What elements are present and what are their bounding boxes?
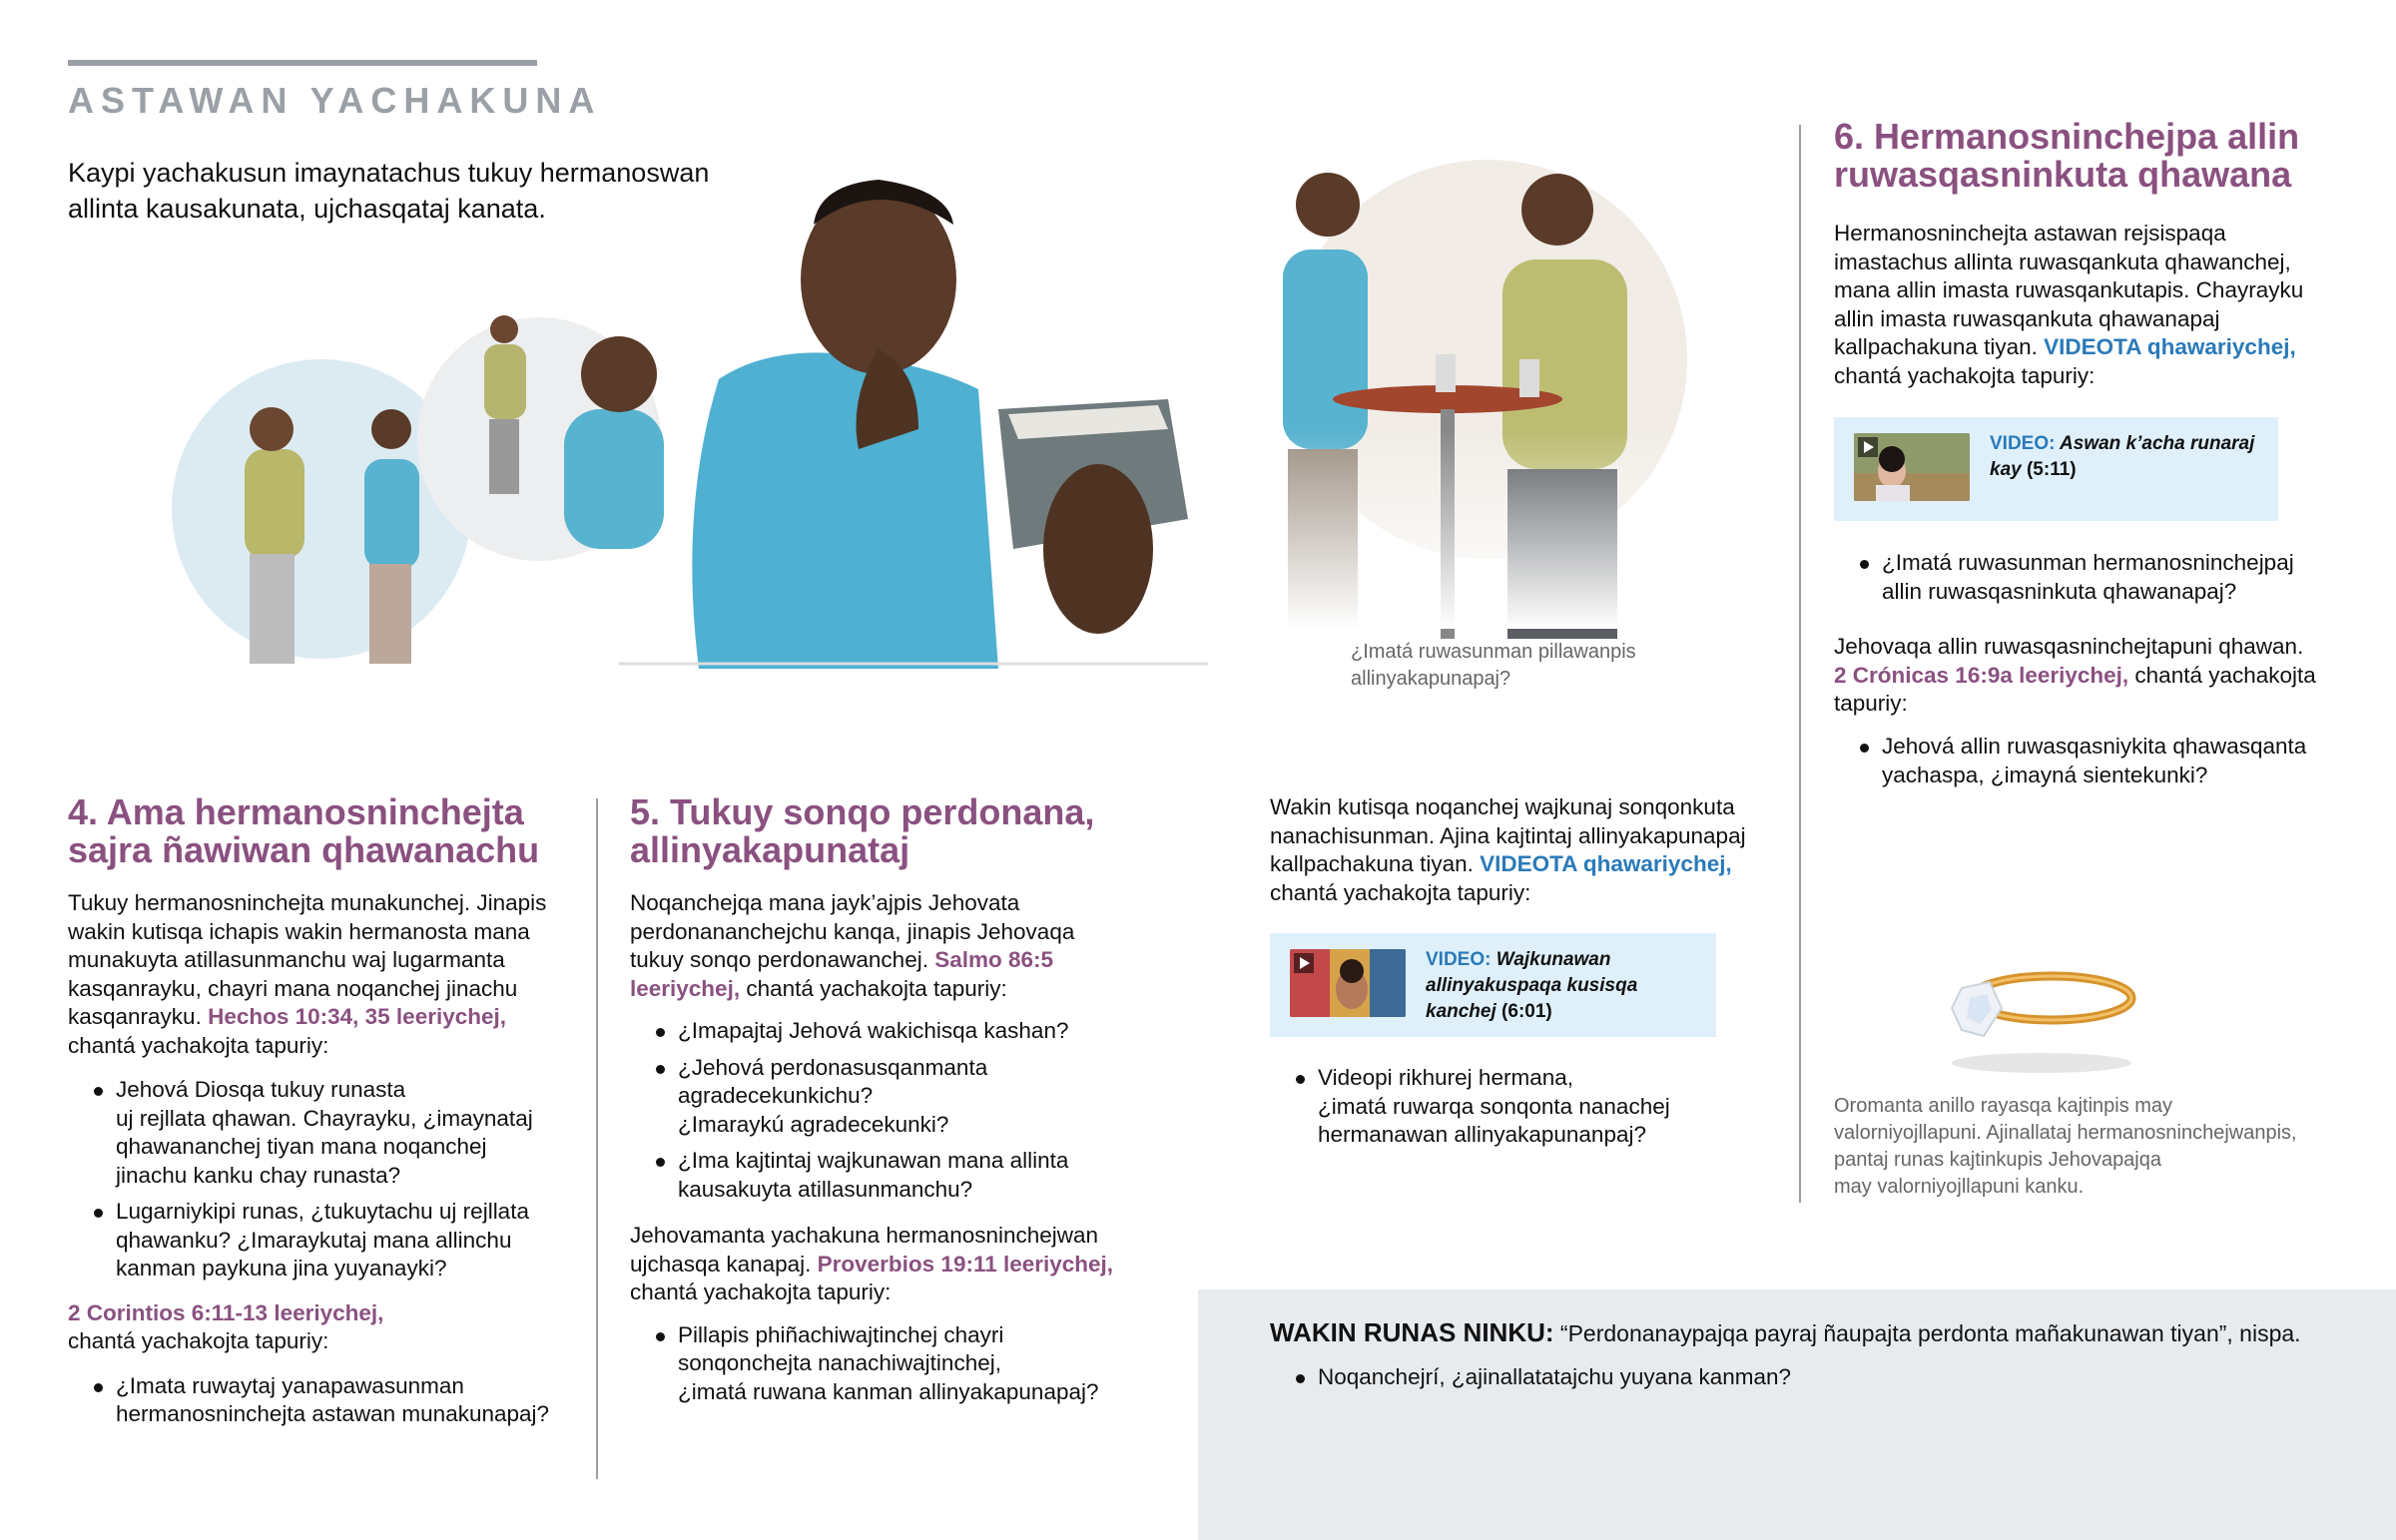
list-item: Pillapis phiñachiwajtinchej chayri sonqonchejta nanachiwajtinchej, ¿imatá ruwana kanman allinyakapunapaj? [630,1321,1189,1407]
list-item: Jehová allin ruwasqasniykita qhawasqanta yachaspa, ¿imayná sientekunki? [1834,733,2373,789]
section-5-questions [630,1017,1189,1204]
section-4-paragraph: Tukuy hermanosninchejta munakunchej. Jinapis wakin kutisqa ichapis wakin hermanosta mana munakuyta atillasunmanchu waj lugarmanta kasqanrayku, chayri mana noqanchej jinachu kasqanrayku. Hechos 10:34, 35 leeriychej, chantá yachakojta tapuriy: [68,890,547,1058]
quote-questions [1270,1363,2168,1400]
header-rule [68,60,537,66]
video-thumbnail[interactable] [1854,433,1970,501]
list-item: ¿Imapajtaj Jehová wakichisqa kashan? [630,1017,1189,1046]
section-5-continued [1270,793,1789,907]
video-link[interactable]: VIDEOTA qhawariychej, [1480,851,1732,876]
section-5-title: 5. Tukuy sonqo perdonana, allinyakapunataj [630,791,1095,870]
scripture-link-cronicas[interactable]: 2 Crónicas 16:9a leeriychej, [1834,662,2129,688]
illustration-lesson [160,130,1757,689]
section-4-questions-2 [68,1372,587,1429]
column-divider [596,798,598,1479]
section-4-title: 4. Ama hermanosninchejta sajra ñawiwan qhawanachu [68,791,540,870]
ring-caption: Oromanta anillo rayasqa kajtinpis may valorniyojllapuni. Ajinallataj hermanosninchejwanpis, pantaj runas kajtinkupis Jehovapajqa may valorniyojllapuni kanku. [1834,1095,2297,1198]
section-5 [630,793,1189,1414]
section-4: 4. Ama hermanosninchejta sajra ñawiwan qhawanachu Tukuy hermanosninchejta munakunchej. Jinapis wakin kutisqa ichapis wakin hermanosta mana munakuyta atillasunmanchu waj lugarmanta kasqanrayku, chayri mana noqanchej jinachu kasqanrayku. Hechos 10:34, 35 leeriychej, chantá yachakojta tapuriy: Jehová Diosqa tukuy runasta uj rejllata qhawan. Chayrayku, ¿imaynataj qhawananchej tiyan mana noqanchej jinachu kanku chay runasta? Lugarniykipi runas, ¿tukuytachu uj rejllata qhawanku? ¿Imaraykutaj mana allinchu kanman paykuna jina yuyanayki? 2 Corintios 6:11-13 leeriychej, chantá yachakojta tapuriy: ¿Imata ruwaytaj yanapawasunman hermanosninchejta astawan munakunapaj? [68,793,587,1437]
quote-text: “Perdonanaypajqa payraj ñaupajta perdonta mañakunawan tiyan”, nispa. [1553,1320,2301,1346]
list-item: ¿Imatá ruwasunman hermanosninchejpaj allin ruwasqasninkuta qhawanapaj? [1834,549,2373,606]
list-item: ¿Ima kajtintaj wajkunawan mana allinta kausakuyta atillasunmanchu? [630,1147,1189,1204]
list-item: Videopi rikhurej hermana, ¿imatá ruwarqa sonqonta nanachej hermanawan allinyakapunanpaj? [1270,1064,1769,1150]
section-6-questions-2 [1834,733,2373,797]
scripture-link-proverbios[interactable]: Proverbios 19:11 leeriychej, [817,1251,1114,1277]
section-5-paragraph-2: Jehovamanta yachakuna hermanosninchejwan ujchasqa kanapaj. Proverbios 19:11 leeriychej, chantá yachakojta tapuriy: [630,1223,1114,1304]
scripture-link-salmo[interactable]: Salmo 86:5 [934,947,1054,972]
intro-text: Kaypi yachakusun imaynatachus tukuy hermanoswan allinta kausakunata, ujchasqataj kanata. [68,158,710,224]
list-item: ¿Jehová perdonasusqanmanta agradecekunkichu? ¿Imaraykú agradecekunki? [630,1054,1189,1140]
video-title: VIDEO: Aswan k’acha runaraj kay (5:11) [1990,433,2255,480]
section-6 [1834,118,2373,390]
section-5b-paragraph: Wakin kutisqa noqanchej wajkunaj sonqonkuta nanachisunman. Ajina kajtintaj allinyakapunapaj kallpachakuna tiyan. VIDEOTA qhawariychej, chantá yachakojta tapuriy: [1270,794,1746,905]
list-item: ¿Imata ruwaytaj yanapawasunman hermanosninchejta astawan munakunapaj? [68,1372,587,1429]
section-4-questions [68,1076,587,1283]
section-5-paragraph: Noqanchejqa mana jayk’ajpis Jehovata perdonananchejchu kanqa, jinapis Jehovaqa tukuy sonqo perdonawanchej. Salmo 86:5 leeriychej, chantá yachakojta tapuriy: [630,890,1075,1001]
video-thumbnail[interactable] [1290,949,1406,1017]
column-divider-right [1799,125,1801,1203]
section-5b-questions [1270,1064,1769,1158]
ring-illustration [1932,958,2151,1078]
section-6-title: 6. Hermanosninchejpa allin ruwasqasninkuta qhawana [1834,116,2300,195]
video-link-6[interactable]: VIDEOTA qhawariychej, [2044,334,2296,359]
scripture-link-corintios[interactable]: 2 Corintios 6:11-13 leeriychej, [68,1299,384,1325]
quote-line [1270,1317,2378,1348]
list-item: Noqanchejrí, ¿ajinallatatajchu yuyana kanman? [1270,1363,2168,1392]
video-card-wajkunawan[interactable] [1270,933,1716,1037]
video-card-aswan[interactable] [1834,417,2278,521]
list-item: Lugarniykipi runas, ¿tukuytachu uj rejllata qhawanku? ¿Imaraykutaj mana allinchu kanman paykuna jina yuyanayki? [68,1198,587,1283]
scripture-link-salmo-2[interactable]: leeriychej, [630,975,741,1001]
scripture-link-hechos[interactable]: Hechos 10:34, 35 leeriychej, [208,1004,507,1029]
page-kicker: ASTAWAN YACHAKUNA [68,80,602,121]
illustration-caption: ¿Imatá ruwasunman pillawanpis allinyakapunapaj? [1351,641,1636,690]
section-6-questions [1834,549,2373,614]
video-title: VIDEO: Wajkunawan allinyakuspaqa kusisqa kanchej (6:01) [1426,949,1638,1022]
list-item: Jehová Diosqa tukuy runasta uj rejllata qhawan. Chayrayku, ¿imaynataj qhawananchej tiyan mana noqanchej jinachu kanku chay runasta? [68,1076,587,1190]
quote-label: WAKIN RUNAS NINKU: [1270,1317,1554,1347]
section-6-paragraph-2: Jehovaqa allin ruwasqasninchejtapuni qhawan. 2 Crónicas 16:9a leeriychej, chantá yachakojta tapuriy: [1834,634,2316,716]
section-5-questions-2 [630,1321,1189,1407]
section-6-paragraph: Hermanosninchejta astawan rejsispaqa imastachus allinta ruwasqankuta qhawanchej, mana allin imasta ruwasqankutapis. Chayrayku allin imasta ruwasqankuta qhawanapaj kallpachakuna tiyan. VIDEOTA qhawariychej, chantá yachakojta tapuriy: [1834,221,2304,388]
